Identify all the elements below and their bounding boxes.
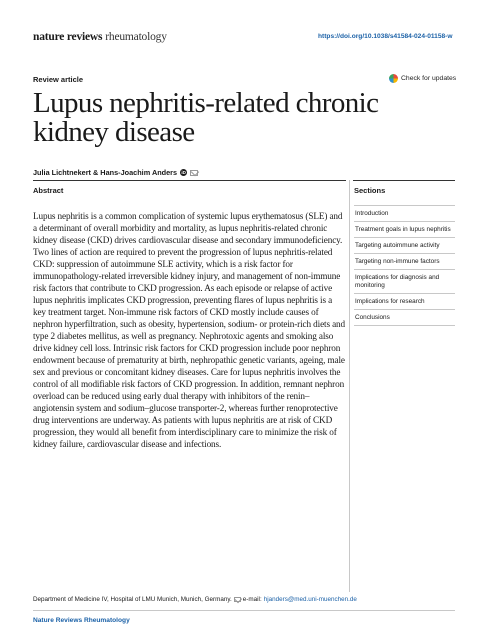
affiliation [33,596,357,603]
journal-masthead [33,31,167,43]
sections-heading: Sections [354,186,386,195]
abstract-heading: Abstract [33,186,64,195]
sections-nav [354,205,455,326]
sections-rule [353,180,455,181]
author-names: Julia Lichtnekert & Hans-Joachim Anders [33,168,178,177]
doi-link[interactable]: https://doi.org/10.1038/s41584-024-01158-w [318,33,453,40]
footer-journal: Nature Reviews Rheumatology [33,617,130,624]
section-link-autoimmune-activity[interactable]: Targeting autoimmune activity [354,238,455,254]
section-link-conclusions[interactable]: Conclusions [354,310,455,326]
article-type: Review article [33,75,84,84]
column-divider [349,180,350,592]
section-link-research[interactable]: Implications for research [354,294,455,310]
section-link-treatment-goals[interactable]: Treatment goals in lupus nephritis [354,222,455,238]
affiliation-email-icon [234,597,241,602]
email-label: e-mail: [242,596,262,603]
check-updates-label: Check for updates [401,75,457,82]
brand-name: nature reviews [33,31,103,43]
orcid-icon[interactable]: iD [181,170,186,175]
article-title: Lupus nephritis-related chronic kidney disease [33,87,379,148]
section-link-introduction[interactable]: Introduction [354,206,455,222]
journal-name: rheumatology [105,31,167,43]
section-link-diagnosis-monitoring[interactable]: Implications for diagnosis and monitoring [354,270,455,294]
abstract-text: Lupus nephritis is a common complication of systemic lupus erythematosus (SLE) and a determinant of overall morbidity and mortality, as lupus nephritis-related chronic kidney disease (CKD) drives cardiovascular disease and secondary immunodeficiency. Two lines of action are required to prevent the progression of lupus nephritis-related CKD: suppression of autoimmune SLE activity, which is a risk factor for immunopathology-related irreversible kidney injury, and management of non-immune risk factors that contribute to CKD progression. As each episode or relapse of active lupus nephritis implicates CKD progression, preventing flares of lupus nephritis is a key treatment target. Non-immune risk factors of CKD mostly include causes of nephron hyperfiltration, such as obesity, hypertension, sodium- or protein-rich diets and type 2 diabetes mellitus, as well as pregnancy. Nephrotoxic agents and smoking also drive kidney cell loss. Intrinsic risk factors for CKD progression include poor nephron endowment because of prematurity at birth, nephropathic genetic variants, ageing, male sex and previous or concomitant kidney diseases. Care for lupus nephritis involves the control of all modifiable risk factors of CKD progression. In addition, remnant nephron overload can be reduced using early dual therapy with inhibitors of the renin–angiotensin system and sodium–glucose transporter-2, whereas further renoprotective drug interventions are underway. As patients with lupus nephritis are at risk of CKD progression, they would all benefit from interdisciplinary care to minimize the risk of kidney failure, cardiovascular disease and infections. [33,211,345,449]
email-icon[interactable] [190,170,198,176]
email-link[interactable]: hjanders@med.uni-muenchen.de [263,596,357,603]
footer-rule [33,610,455,611]
check-updates-icon [389,74,398,83]
affiliation-text: Department of Medicine IV, Hospital of LMU Munich, Munich, Germany. [33,596,232,603]
author-line [33,168,198,177]
abstract-rule [33,180,346,181]
section-link-non-immune-factors[interactable]: Targeting non-immune factors [354,254,455,270]
check-updates-button[interactable] [389,74,456,83]
